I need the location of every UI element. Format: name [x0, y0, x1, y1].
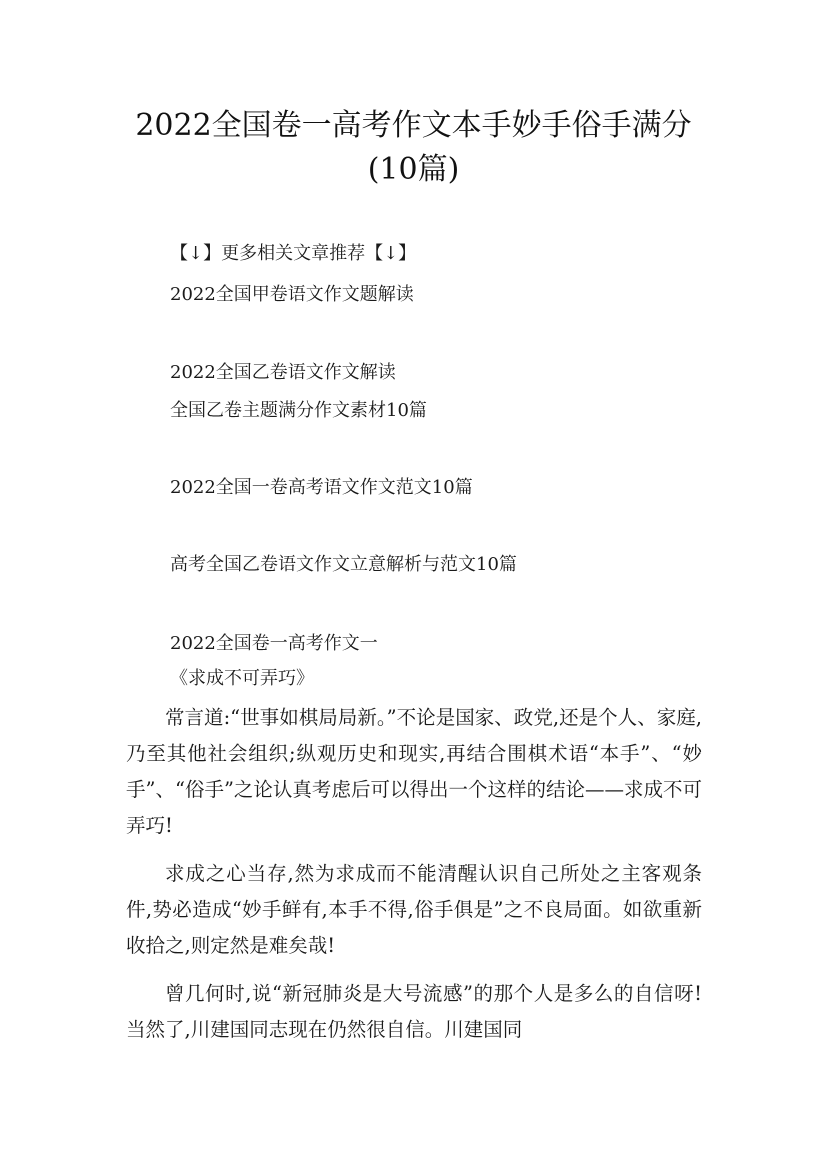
essay-paragraph-3: 曾几何时,说“新冠肺炎是大号流感”的那个人是多么的自信呀!当然了,川建国同志现在仍然很自信。川建国同 — [126, 982, 702, 1041]
related-article-link-4[interactable]: 2022全国一卷高考语文作文范文10篇 — [170, 477, 473, 498]
section-heading: 2022全国卷一高考作文一 — [170, 633, 378, 654]
essay-title: 《求成不可弄巧》 — [170, 668, 314, 689]
related-article-link-2[interactable]: 2022全国乙卷语文作文解读 — [170, 362, 396, 383]
related-article-link-5[interactable]: 高考全国乙卷语文作文立意解析与范文10篇 — [170, 554, 517, 575]
document-title-line-2: (10篇) — [367, 152, 460, 187]
recommend-header: 【↓】更多相关文章推荐【↓】 — [170, 243, 417, 264]
document-title-line-1: 2022全国卷一高考作文本手妙手俗手满分 — [135, 108, 692, 143]
related-article-link-3[interactable]: 全国乙卷主题满分作文素材10篇 — [170, 400, 427, 421]
essay-paragraph-2: 求成之心当存,然为求成而不能清醒认识自己所处之主客观条件,势必造成“妙手鲜有,本手不得,俗手俱是”之不良局面。如欲重新收拾之,则定然是难矣哉! — [126, 862, 702, 957]
related-article-link-1[interactable]: 2022全国甲卷语文作文题解读 — [170, 284, 414, 305]
essay-paragraph-1: 常言道:“世事如棋局局新。”不论是国家、政党,还是个人、家庭,乃至其他社会组织;纵观历史和现实,再结合围棋术语“本手”、“妙手”、“俗手”之论认真考虑后可以得出一个这样的结论——求成不可弄巧! — [126, 706, 702, 837]
